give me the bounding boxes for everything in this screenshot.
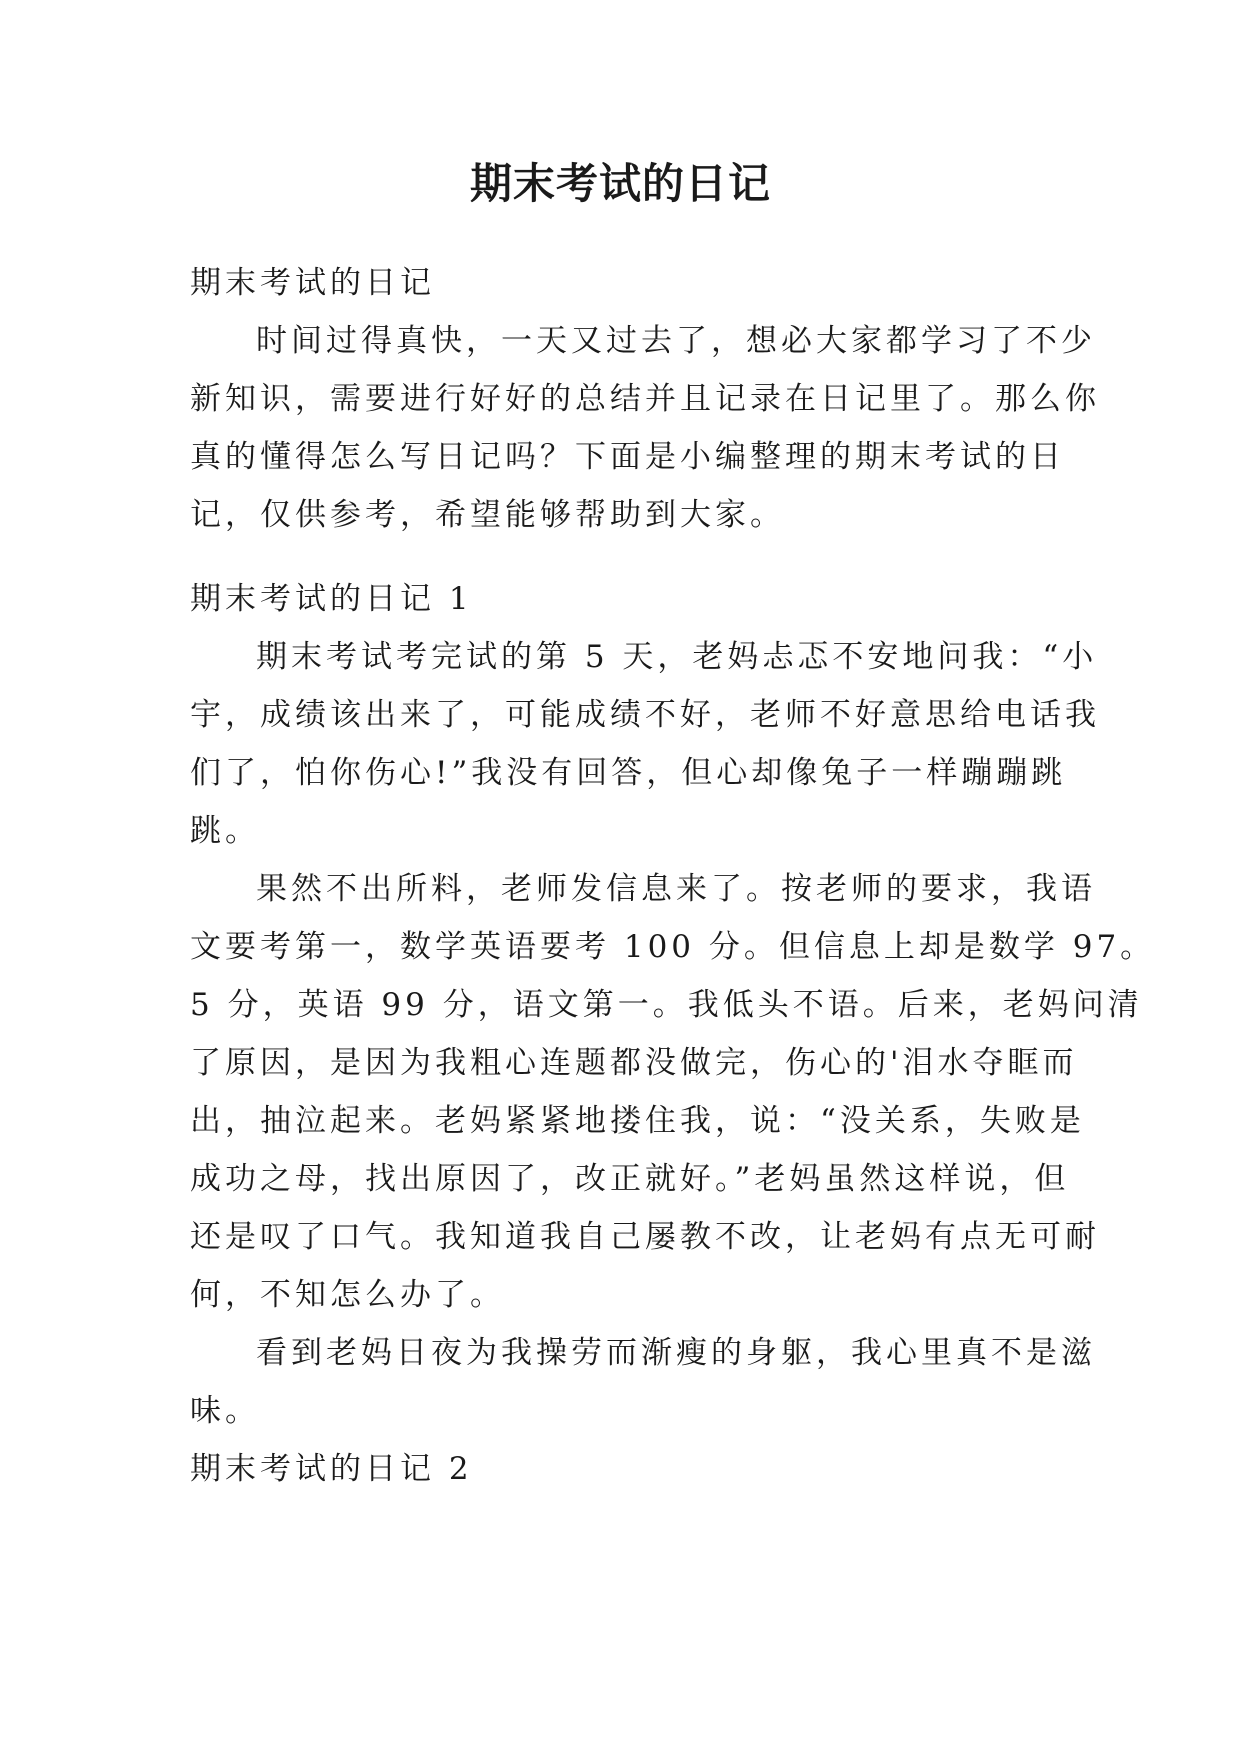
- text-line: 记，仅供参考，希望能够帮助到大家。: [190, 497, 785, 533]
- text-line: 了原因，是因为我粗心连题都没做完，伤心的'泪水夺眶而: [190, 1045, 1078, 1081]
- text-line: 味。: [190, 1393, 260, 1429]
- text-line: 果然不出所料，老师发信息来了。按老师的要求，我语: [256, 871, 1096, 907]
- section-heading: [190, 1440, 1070, 1498]
- diary-paragraph: [190, 1324, 1096, 1440]
- text-line: 期末考试的日记: [190, 265, 435, 301]
- text-line: 宇，成绩该出来了，可能成绩不好，老师不好意思给电话我: [190, 697, 1100, 733]
- text-line: 文要考第一，数学英语要考 100 分。但信息上却是数学 97。: [190, 929, 1156, 965]
- text-line: 还是叹了口气。我知道我自己屡教不改，让老妈有点无可耐: [190, 1219, 1100, 1255]
- section-heading: [190, 254, 1070, 312]
- text-line: 真的懂得怎么写日记吗？下面是小编整理的期末考试的日: [190, 439, 1065, 475]
- section-heading: [190, 570, 1070, 628]
- text-line: 看到老妈日夜为我操劳而渐瘦的身躯，我心里真不是滋: [256, 1335, 1096, 1371]
- text-line: 成功之母，找出原因了，改正就好。”老妈虽然这样说，但: [190, 1161, 1070, 1197]
- text-line: 5 分，英语 99 分，语文第一。我低头不语。后来，老妈问清: [190, 987, 1143, 1023]
- text-line: 期末考试的日记 1: [190, 581, 473, 617]
- document-title: 期末考试的日记: [469, 159, 771, 208]
- diary-paragraph: [190, 628, 1100, 860]
- text-line: 出，抽泣起来。老妈紧紧地搂住我，说：“没关系，失败是: [190, 1103, 1085, 1139]
- intro-paragraph: [190, 312, 1100, 544]
- text-line: 们了，怕你伤心!”我没有回答，但心却像兔子一样蹦蹦跳: [190, 755, 1067, 791]
- text-line: 新知识，需要进行好好的总结并且记录在日记里了。那么你: [190, 381, 1100, 417]
- text-line: 期末考试考完试的第 5 天，老妈忐忑不安地问我：“小: [256, 639, 1098, 675]
- diary-paragraph: [190, 860, 1156, 1324]
- text-line: 何，不知怎么办了。: [190, 1277, 505, 1313]
- text-line: 时间过得真快，一天又过去了，想必大家都学习了不少: [256, 323, 1096, 359]
- text-line: 跳。: [190, 813, 260, 849]
- text-line: 期末考试的日记 2: [190, 1451, 473, 1487]
